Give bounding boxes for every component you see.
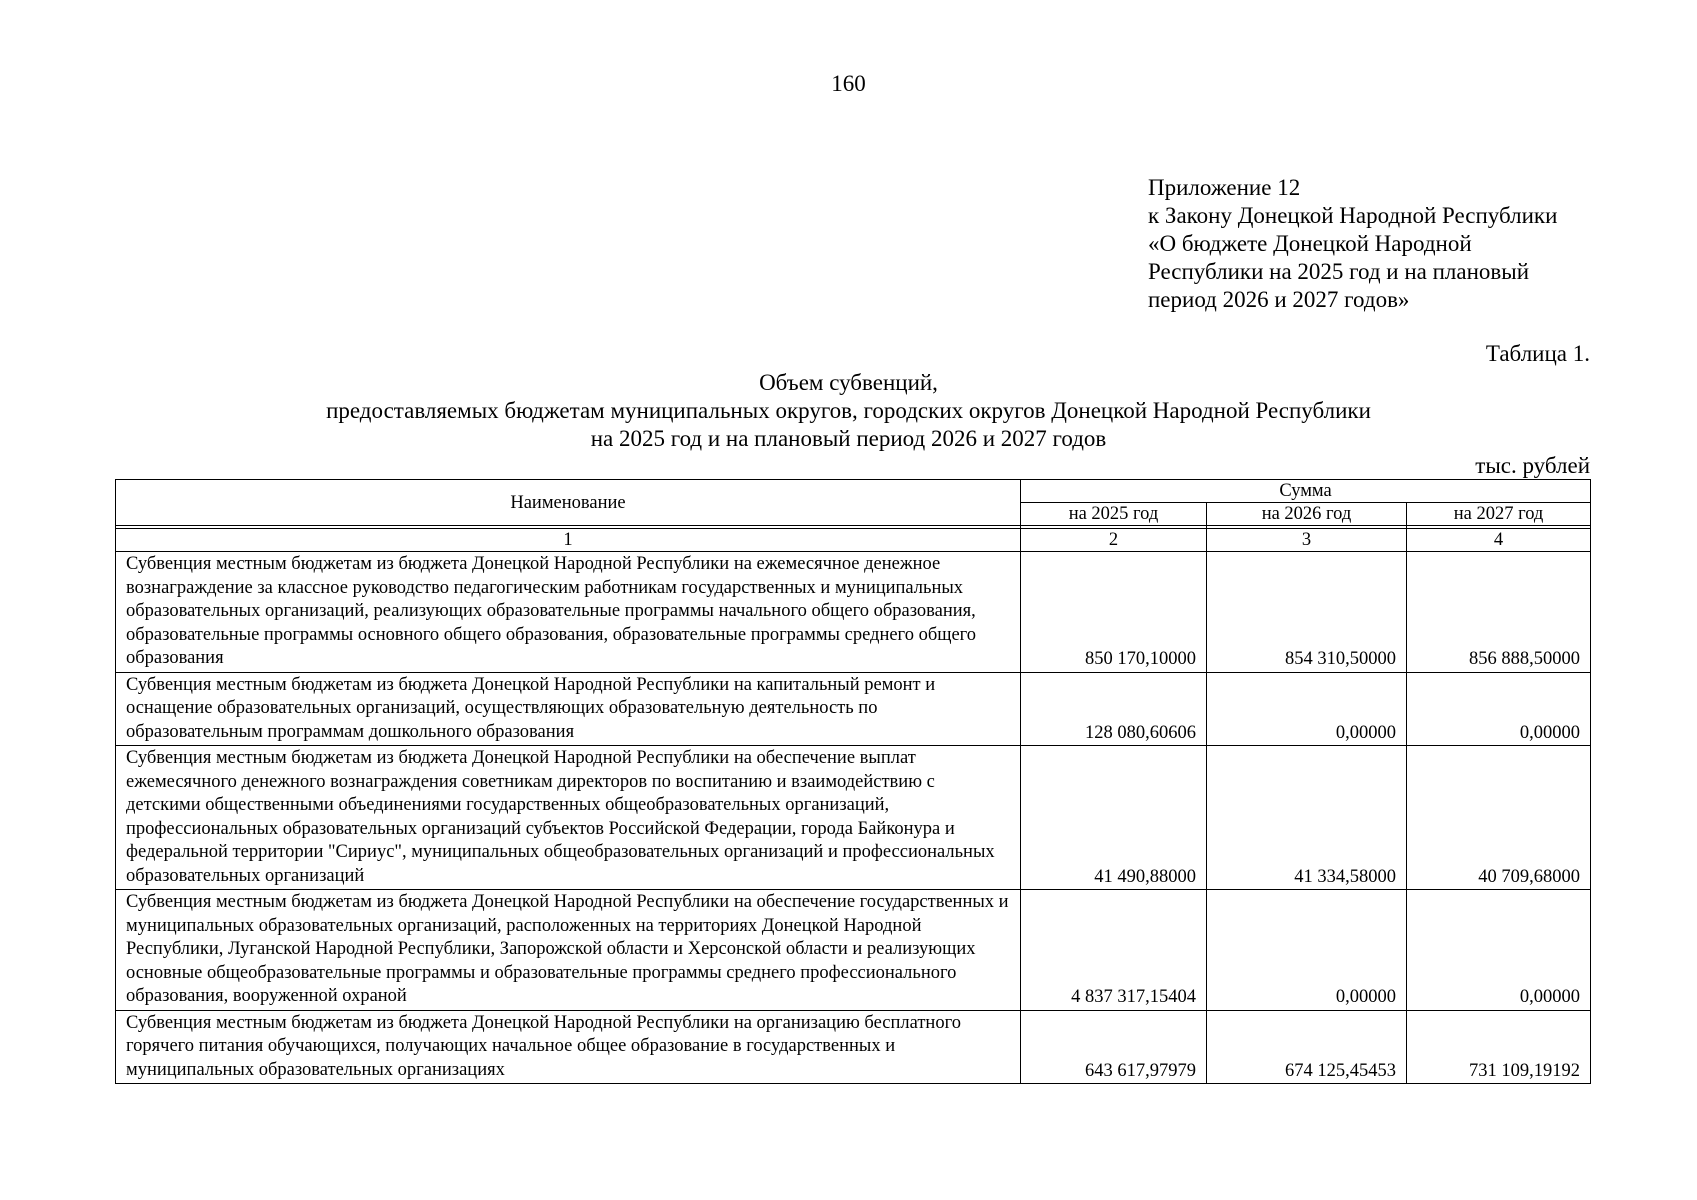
row-value-2025: 41 490,88000	[1021, 746, 1207, 890]
document-title	[0, 369, 1697, 453]
row-value-2026: 854 310,50000	[1207, 552, 1407, 673]
row-value-2026: 0,00000	[1207, 890, 1407, 1011]
row-value-2025: 128 080,60606	[1021, 672, 1207, 746]
row-value-2025: 850 170,10000	[1021, 552, 1207, 673]
header-year-2027: на 2027 год	[1407, 503, 1591, 526]
row-name: Субвенция местным бюджетам из бюджета Донецкой Народной Республики на капитальный ремонт и оснащение образовательных организаций, осуществляющих образовательную деятельность по образовательным программам дошкольного образования	[116, 672, 1021, 746]
units-label: тыс. рублей	[1475, 453, 1590, 478]
row-value-2027: 0,00000	[1407, 672, 1591, 746]
table-row	[116, 672, 1591, 746]
table-row	[116, 890, 1591, 1011]
appendix-line: период 2026 и 2027 годов»	[1148, 287, 1410, 312]
row-value-2027: 731 109,19192	[1407, 1010, 1591, 1084]
row-value-2027: 40 709,68000	[1407, 746, 1591, 890]
row-value-2026: 0,00000	[1207, 672, 1407, 746]
row-name: Субвенция местным бюджетам из бюджета Донецкой Народной Республики на ежемесячное денежное вознаграждение за классное руководство педагогическим работникам государственных и муниципальных образовательных организаций, реализующих образовательные программы начального общего образования, образовательные программы основного общего образования, образовательные программы среднего общего образования	[116, 552, 1021, 673]
row-name: Субвенция местным бюджетам из бюджета Донецкой Народной Республики на организацию бесплатного горячего питания обучающихся, получающих начальное общее образование в государственных и муниципальных образовательных организациях	[116, 1010, 1021, 1084]
row-value-2027: 856 888,50000	[1407, 552, 1591, 673]
appendix-line: Приложение 12	[1148, 175, 1301, 200]
subventions-table	[115, 479, 1591, 1084]
column-number: 1	[116, 529, 1021, 552]
row-value-2025: 4 837 317,15404	[1021, 890, 1207, 1011]
header-row	[116, 480, 1591, 503]
appendix-line: Республики на 2025 год и на плановый	[1148, 259, 1530, 284]
column-numbers-row	[116, 529, 1591, 552]
header-name: Наименование	[116, 480, 1021, 526]
row-value-2026: 41 334,58000	[1207, 746, 1407, 890]
title-line: Объем субвенций,	[759, 370, 938, 395]
appendix-line: к Закону Донецкой Народной Республики	[1148, 203, 1558, 228]
column-number: 3	[1207, 529, 1407, 552]
title-line: на 2025 год и на плановый период 2026 и 2027 годов	[590, 426, 1107, 451]
table-row	[116, 746, 1591, 890]
appendix-line: «О бюджете Донецкой Народной	[1148, 231, 1472, 256]
row-name: Субвенция местным бюджетам из бюджета Донецкой Народной Республики на обеспечение государственных и муниципальных образовательных организаций, расположенных на территориях Донецкой Народной Республики, Луганской Народной Республики, Запорожской области и Херсонской области и реализующих основные общеобразовательные программы и образовательные программы среднего профессионального образования, вооруженной охраной	[116, 890, 1021, 1011]
table-row	[116, 1010, 1591, 1084]
column-number: 2	[1021, 529, 1207, 552]
table-label: Таблица 1.	[1485, 341, 1590, 366]
title-line: предоставляемых бюджетам муниципальных округов, городских округов Донецкой Народной Республики	[326, 398, 1371, 423]
row-value-2026: 674 125,45453	[1207, 1010, 1407, 1084]
column-number: 4	[1407, 529, 1591, 552]
row-value-2025: 643 617,97979	[1021, 1010, 1207, 1084]
row-value-2027: 0,00000	[1407, 890, 1591, 1011]
header-sum: Сумма	[1021, 480, 1591, 503]
header-year-2026: на 2026 год	[1207, 503, 1407, 526]
header-year-2025: на 2025 год	[1021, 503, 1207, 526]
appendix-block	[1148, 174, 1557, 314]
table-row	[116, 552, 1591, 673]
page-number: 160	[831, 71, 866, 96]
row-name: Субвенция местным бюджетам из бюджета Донецкой Народной Республики на обеспечение выплат ежемесячного денежного вознаграждения советникам директоров по воспитанию и взаимодействию с детскими общественными объединениями государственных общеобразовательных организаций, профессиональных образовательных организаций субъектов Российской Федерации, города Байконура и федеральной территории "Сириус", муниципальных общеобразовательных организаций и профессиональных образовательных организаций	[116, 746, 1021, 890]
